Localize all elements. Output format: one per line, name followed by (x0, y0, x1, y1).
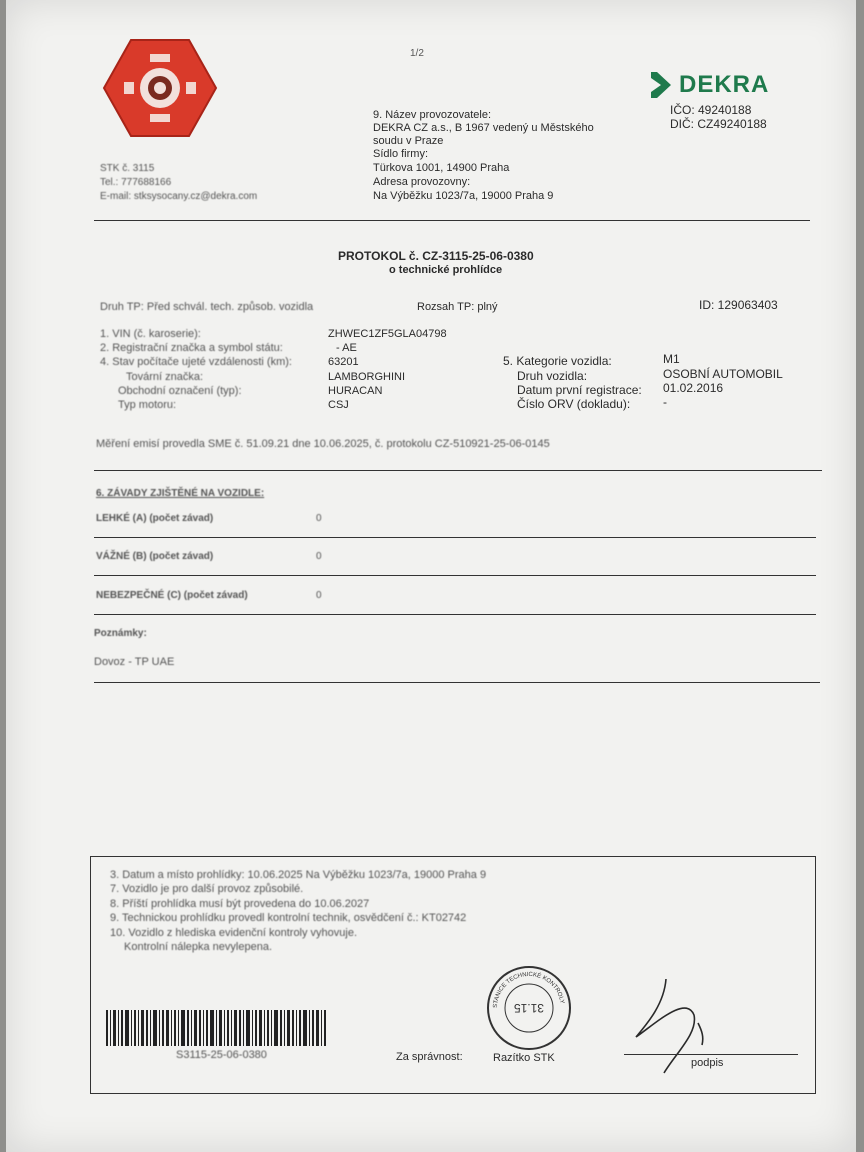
operator-premises-label: Adresa provozovny: (373, 176, 471, 188)
summary-next-inspection: 8. Příští prohlídka musí být provedena do 10.06.2027 (110, 898, 370, 910)
signature-line (624, 1054, 798, 1055)
dekra-wordmark: DEKRA (679, 71, 770, 98)
registration-value: - AE (336, 342, 357, 354)
odometer-label: 4. Stav počítače ujeté vzdálenosti (km): (100, 356, 292, 368)
stamp-ring-text: STANICE TECHNICKÉ KONTROLY (492, 971, 565, 1009)
operator-line1: DEKRA CZ a.s., B 1967 vedený u Městského (373, 122, 594, 134)
barcode (106, 1010, 388, 1046)
model-value: HURACAN (328, 385, 383, 397)
make-label: Tovární značka: (126, 371, 204, 383)
header-divider (94, 220, 810, 221)
summary-sticker: Kontrolní nálepka nevylepena. (124, 941, 272, 953)
vehicle-kind-value: OSOBNÍ AUTOMOBIL (663, 367, 783, 381)
operator-premises: Na Výběžku 1023/7a, 19000 Praha 9 (373, 190, 554, 202)
inspection-type: Druh TP: Před schvál. tech. způsob. vozidla (100, 301, 314, 313)
divider-emissions (94, 470, 822, 471)
vin-label: 1. VIN (č. karoserie): (100, 328, 201, 340)
document-page (6, 0, 856, 1152)
station-tel: Tel.: 777688166 (100, 177, 172, 188)
signature-label: podpis (691, 1057, 724, 1069)
orv-value: - (663, 395, 667, 409)
summary-date-place: 3. Datum a místo prohlídky: 10.06.2025 Na Výběžku 1023/7a, 19000 Praha 9 (110, 869, 487, 881)
dic: DIČ: CZ49240188 (670, 117, 767, 131)
emissions-note: Měření emisí provedla SME č. 51.09.21 dne 10.06.2025, č. protokolu CZ-510921-25-06-0145 (96, 438, 550, 450)
make-value: LAMBORGHINI (328, 371, 406, 383)
ico: IČO: 49240188 (670, 103, 752, 117)
model-label: Obchodní označení (typ): (118, 385, 242, 397)
protocol-subtitle: o technické prohlídce (389, 264, 503, 276)
notes-heading: Poznámky: (94, 628, 147, 639)
summary-registration-check: 10. Vozidlo z hlediska evidenční kontroly vyhovuje. (110, 927, 358, 939)
defects-serious-count: 0 (316, 551, 322, 562)
divider-notes (94, 682, 820, 683)
stamp-label: Razítko STK (493, 1052, 555, 1064)
odometer-value: 63201 (328, 356, 359, 368)
operator-seat: Türkova 1001, 14900 Praha (373, 162, 510, 174)
orv-label: Číslo ORV (dokladu): (517, 397, 631, 411)
notes-text: Dovoz - TP UAE (94, 656, 175, 668)
divider-light (94, 537, 816, 538)
divider-serious (94, 575, 816, 576)
engine-label: Typ motoru: (118, 399, 177, 411)
stamp-number: 31.15 (513, 1001, 545, 1015)
defects-serious-label: VÁŽNÉ (B) (počet závad) (96, 551, 214, 562)
signature (626, 975, 746, 1080)
stk-hexagon-logo (102, 38, 218, 138)
operator-seat-label: Sídlo firmy: (373, 148, 429, 160)
vehicle-kind-label: Druh vozidla: (517, 369, 588, 383)
correctness-label: Za správnost: (396, 1051, 463, 1063)
category-value: M1 (663, 352, 680, 366)
operator-line2: soudu v Praze (373, 135, 444, 147)
engine-value: CSJ (328, 399, 349, 411)
dekra-arrow-icon (649, 70, 673, 100)
first-registration-value: 01.02.2016 (663, 381, 724, 395)
vin-value: ZHWEC1ZF5GLA04798 (328, 328, 447, 340)
operator-label: 9. Název provozovatele: (373, 109, 492, 121)
station-stk: STK č. 3115 (100, 163, 155, 174)
page-number: 1/2 (410, 48, 424, 59)
first-registration-label: Datum první registrace: (517, 383, 642, 397)
defects-dangerous-label: NEBEZPEČNÉ (C) (počet závad) (96, 590, 248, 601)
summary-technician: 9. Technickou prohlídku provedl kontrolní technik, osvědčení č.: KT02742 (110, 912, 467, 924)
inspection-scope: Rozsah TP: plný (417, 301, 498, 313)
barcode-text: S3115-25-06-0380 (176, 1049, 267, 1061)
defects-heading: 6. ZÁVADY ZJIŠTĚNÉ NA VOZIDLE: (96, 488, 265, 499)
category-label: 5. Kategorie vozidla: (503, 354, 612, 368)
defects-light-label: LEHKÉ (A) (počet závad) (96, 513, 214, 524)
stk-stamp (486, 965, 572, 1051)
dekra-logo (649, 70, 769, 100)
station-email: E-mail: stksysocany.cz@dekra.com (100, 191, 258, 202)
divider-dangerous (94, 614, 816, 615)
protocol-title: PROTOKOL č. CZ-3115-25-06-0380 (338, 249, 534, 263)
defects-dangerous-count: 0 (316, 590, 322, 601)
inspection-id: ID: 129063403 (699, 298, 778, 312)
defects-light-count: 0 (316, 513, 322, 524)
summary-roadworthy: 7. Vozidlo je pro další provoz způsobilé. (110, 883, 304, 895)
registration-label: 2. Registrační značka a symbol státu: (100, 342, 283, 354)
